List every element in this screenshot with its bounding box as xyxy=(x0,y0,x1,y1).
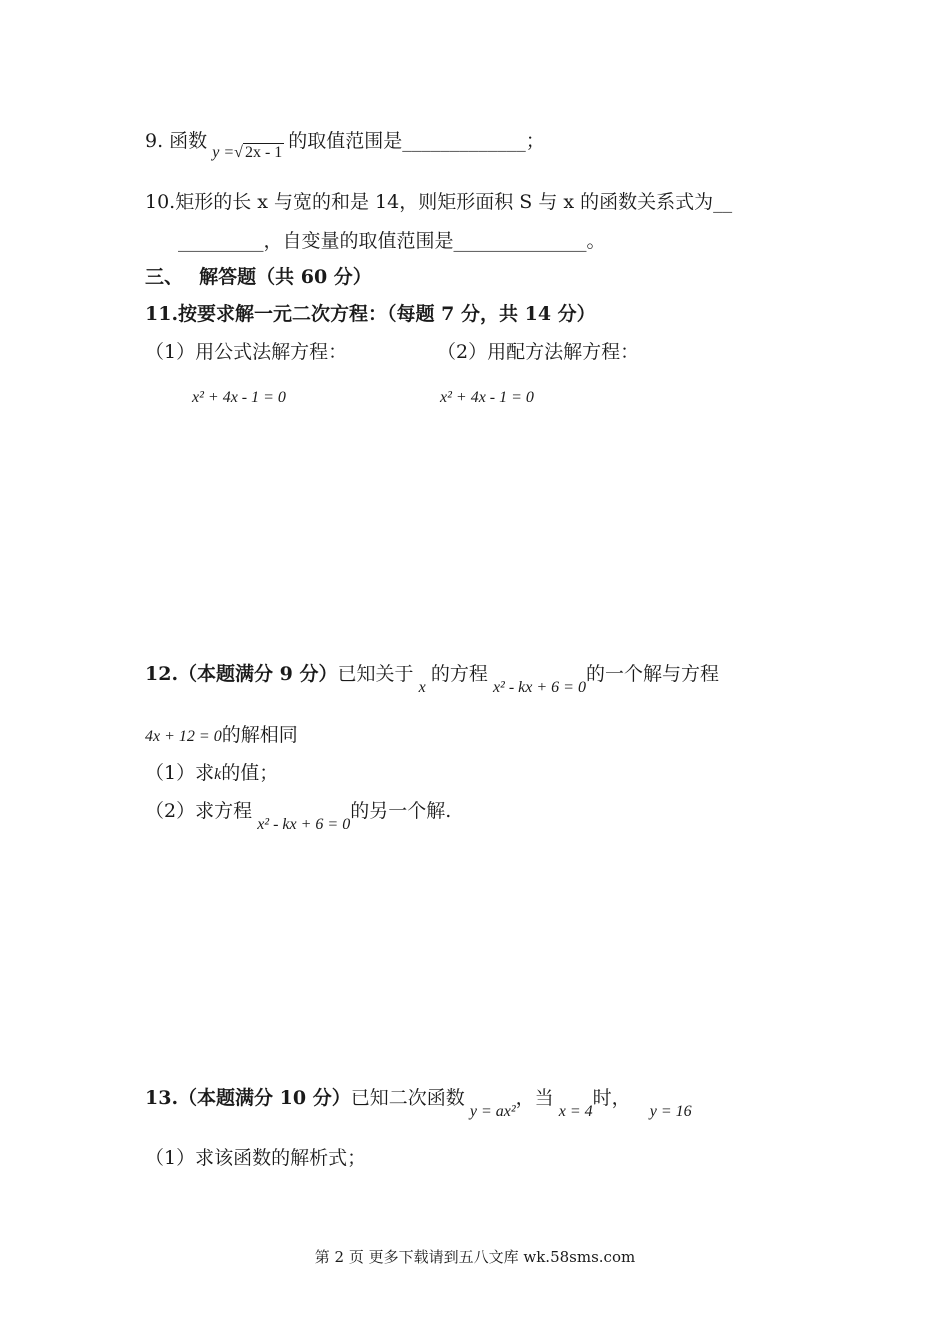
question-12 xyxy=(145,659,719,696)
q12-title: 12.（本题满分 9 分） xyxy=(145,663,338,685)
question-9 xyxy=(145,126,545,161)
question-13 xyxy=(145,1083,692,1120)
q10-line2: _________，自变量的取值范围是______________。 xyxy=(178,230,606,252)
q12-p1-suffix: 的值； xyxy=(221,762,279,784)
q11-eq1: x² + 4x - 1 = 0 xyxy=(192,389,286,406)
q11-eq2: x² + 4x - 1 = 0 xyxy=(440,389,534,406)
q11-sub1: （1）用公式法解方程： xyxy=(145,341,348,363)
q12-p1-var: k xyxy=(214,766,222,783)
q9-end: ； xyxy=(525,130,545,152)
q9-formula xyxy=(212,144,288,161)
q12-text2: 的方程 xyxy=(430,663,488,685)
q10-line1: 10.矩形的长 x 与宽的和是 14，则矩形面积 S 与 x 的函数关系式为__ xyxy=(145,191,733,213)
q12-text1: 已知关于 xyxy=(337,663,414,685)
q12-p1-prefix: （1）求 xyxy=(145,762,215,784)
q9-radicand: 2x - 1 xyxy=(244,144,283,161)
q13-eq-y: y = 16 xyxy=(649,1103,692,1120)
q11-sub2: （2）用配方法解方程： xyxy=(437,341,640,363)
q12-line2 xyxy=(145,720,298,747)
q12-part1 xyxy=(145,758,278,785)
q11-title: 11.按要求解一元二次方程：（每题 7 分，共 14 分） xyxy=(145,303,596,325)
section-3-title: 三、 解答题（共 60 分） xyxy=(145,266,372,288)
q12-p2-suffix: 的另一个解. xyxy=(350,800,452,822)
q9-answer-blank: _____________ xyxy=(402,130,526,152)
q13-part1: （1）求该函数的解析式； xyxy=(145,1147,367,1169)
q13-title: 13.（本题满分 10 分） xyxy=(145,1087,351,1109)
q12-text3: 的一个解与方程 xyxy=(585,663,719,685)
q9-formula-lhs: y = xyxy=(212,144,235,161)
q9-prefix: 9. 函数 xyxy=(145,130,208,152)
q12-p2-eq: x² - kx + 6 = 0 xyxy=(257,816,351,833)
q12-part2 xyxy=(145,796,452,833)
q12-eq-main: x² - kx + 6 = 0 xyxy=(492,679,586,696)
q13-eq-x: x = 4 xyxy=(558,1103,593,1120)
q9-sqrt xyxy=(234,144,284,162)
q13-text1: 已知二次函数 xyxy=(350,1087,465,1109)
q12-p2-prefix: （2）求方程 xyxy=(145,800,253,822)
q9-radical-sign: √ xyxy=(234,144,243,161)
q12-var-x: x xyxy=(418,679,426,696)
q12-eq-linear: 4x + 12 = 0 xyxy=(145,728,222,745)
q9-suffix: 的取值范围是 xyxy=(288,130,403,152)
q12-text4: 的解相同 xyxy=(221,724,298,746)
page-footer: 第 2 页 更多下载请到五八文库 wk.58sms.com xyxy=(314,1248,636,1266)
q13-text2: ，当 xyxy=(515,1087,554,1109)
q13-text3: 时， xyxy=(592,1087,631,1109)
q13-eq-func: y = ax² xyxy=(469,1103,516,1120)
